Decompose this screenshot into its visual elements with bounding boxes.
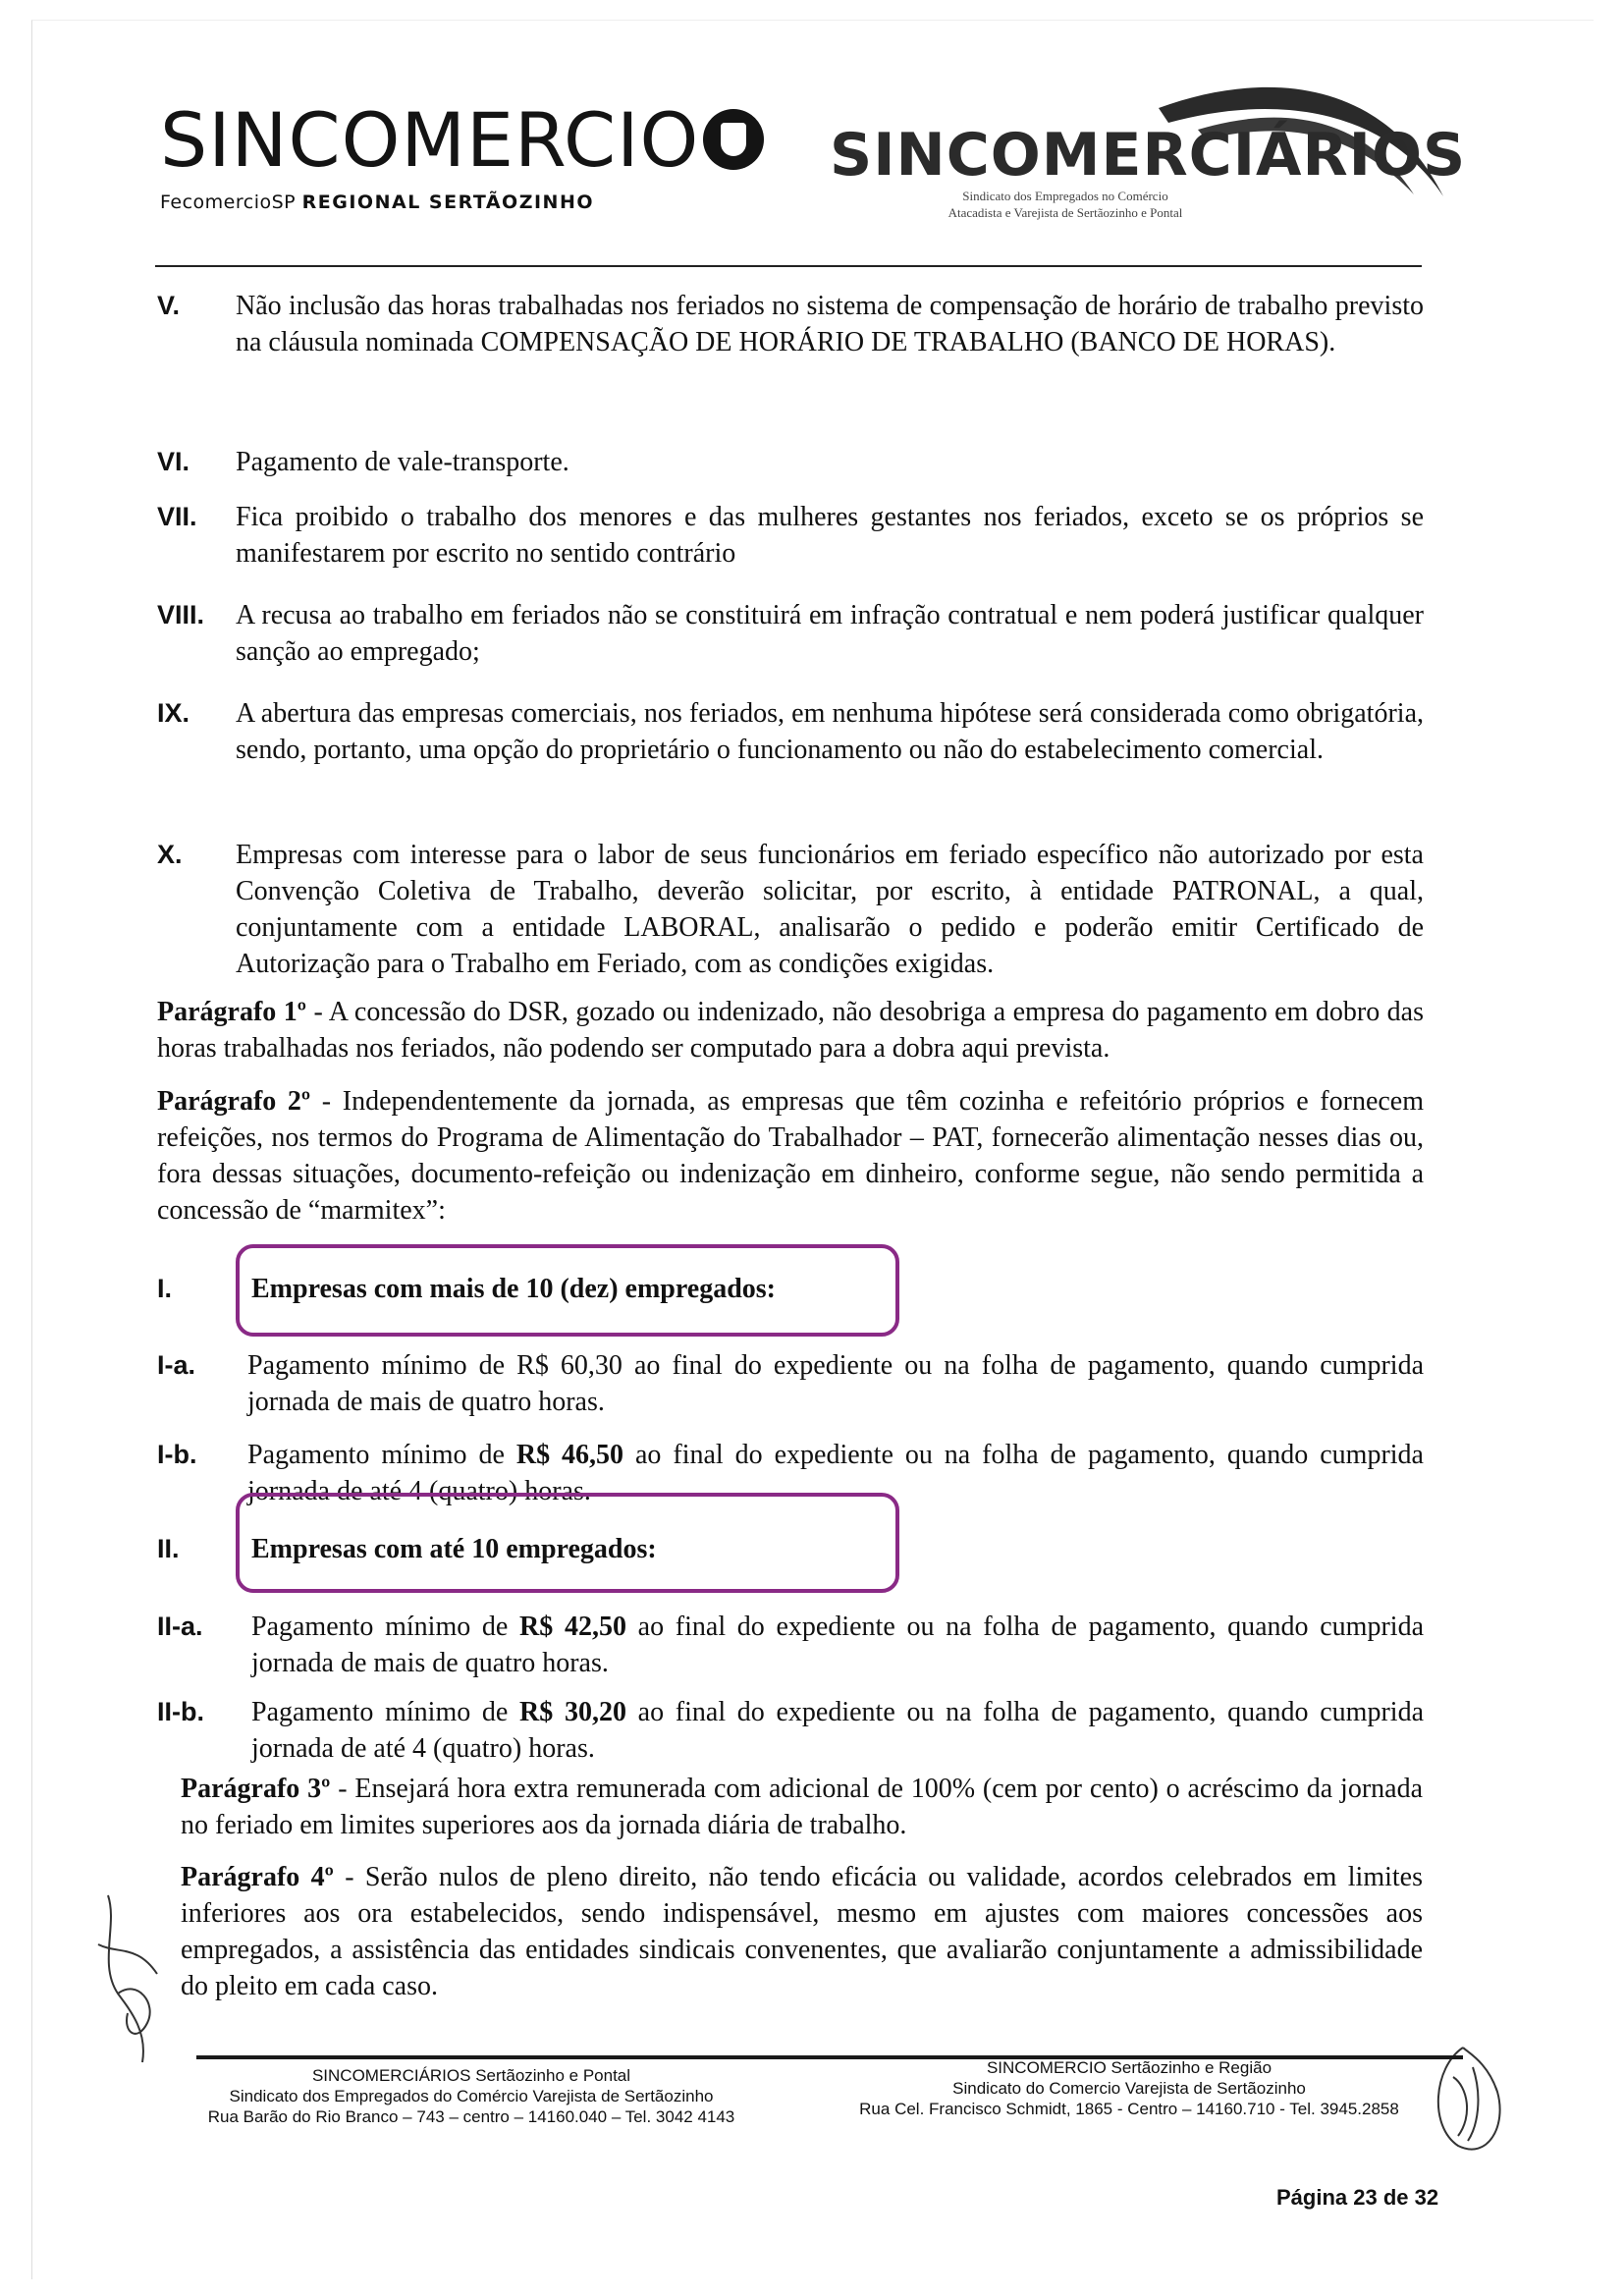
footer-left-line-3: Rua Barão do Rio Branco – 743 – centro – 14160.040 – Tel. 3042 4143 — [207, 2107, 735, 2126]
sincomerciarios-tagline-1: Sindicato dos Empregados no Comércio — [962, 189, 1168, 203]
item-number: I-b. — [157, 1440, 197, 1469]
paragrafo-label: Parágrafo 2º — [157, 1086, 311, 1117]
item-number: II-a. — [157, 1612, 203, 1641]
item-vi — [157, 444, 1424, 480]
group-2-heading — [157, 1531, 1424, 1567]
item-number: VI. — [157, 447, 190, 476]
shield-icon — [703, 109, 764, 170]
item-number: V. — [157, 291, 181, 320]
paragrafo-4 — [181, 1859, 1423, 2004]
item-text: Não inclusão das horas trabalhadas nos feriados no sistema de compensação de horário de trabalho previsto na cláusula nominada COMPENSAÇÃO DE HORÁRIO DE TRABALHO (BANCO DE HORAS). — [236, 291, 1424, 357]
footer-right-line-1: SINCOMERCIO Sertãozinho e Região — [986, 2058, 1272, 2077]
footer-right — [825, 2057, 1434, 2119]
page-number: Página 23 de 32 — [1276, 2185, 1439, 2210]
footer-left — [187, 2065, 756, 2127]
paragrafo-label: Parágrafo 3º — [181, 1774, 331, 1804]
regional-label: REGIONAL SERTÃOZINHO — [301, 191, 594, 213]
item-v — [157, 288, 1424, 360]
signature-left — [88, 1886, 196, 2072]
item-text: A abertura das empresas comerciais, nos feriados, em nenhuma hipótese será considerada como obrigatória, sendo, portanto, uma opção do proprietário o funcionamento ou não do estabelecimento comercial. — [236, 698, 1424, 765]
item-number: IX. — [157, 698, 190, 728]
item-text: ao final do expediente ou na folha de pagamento, quando cumprida jornada de até 4 (quatro) horas. — [251, 1697, 1424, 1764]
item-text: ao final do expediente ou na folha de pagamento, quando cumprida jornada de até 4 (quatro) horas. — [247, 1440, 1424, 1506]
item-number: VII. — [157, 502, 197, 531]
amount-value: R$ 30,20 — [519, 1697, 626, 1727]
paragrafo-label: Parágrafo 1º — [157, 997, 307, 1027]
item-number: VIII. — [157, 600, 205, 629]
item-text: Pagamento mínimo de — [251, 1612, 520, 1642]
item-x — [157, 837, 1424, 982]
group-title: Empresas com até 10 empregados: — [251, 1534, 657, 1564]
sincomerciarios-logo — [830, 121, 1467, 222]
item-text: Pagamento mínimo de — [247, 1440, 516, 1470]
item-text: ao final do expediente ou na folha de pagamento, quando cumprida jornada de mais de quatro horas. — [251, 1612, 1424, 1678]
fecomercio-label: FecomercioSP — [160, 191, 302, 213]
item-text: Empresas com interesse para o labor de seus funcionários em feriado específico não autorizado por esta Convenção Coletiva de Trabalho, deverão solicitar, por escrito, à entidade PATRONAL, a qual, conjuntamente com a entidade LABORAL, analisarão o pedido e poderão emitir Certificado de Autorização para o Trabalho em Feriado, com as condições exigidas. — [236, 840, 1424, 979]
sincomercio-logo — [160, 96, 764, 213]
item-text: Pagamento de vale-transporte. — [236, 447, 569, 477]
amount-value: R$ 42,50 — [519, 1612, 626, 1642]
item-ii-a — [157, 1609, 1424, 1681]
item-ii-b — [157, 1694, 1424, 1767]
footer-right-line-2: Sindicato do Comercio Varejista de Sertãozinho — [952, 2079, 1306, 2098]
sincomercio-brand: SINCOMERCIO — [160, 96, 700, 184]
header-divider — [155, 265, 1422, 267]
item-number: I-a. — [157, 1350, 196, 1380]
item-text: Pagamento mínimo de R$ 60,30 ao final do expediente ou na folha de pagamento, quando cumprida jornada de mais de quatro horas. — [247, 1350, 1424, 1417]
footer-left-line-1: SINCOMERCIÁRIOS Sertãozinho e Pontal — [311, 2066, 631, 2085]
item-text: A recusa ao trabalho em feriados não se constituirá em infração contratual e nem poderá justificar qualquer sanção ao empregado; — [236, 600, 1424, 667]
paragrafo-label: Parágrafo 4º — [181, 1862, 334, 1892]
item-vii — [157, 499, 1424, 572]
item-i-a — [157, 1347, 1424, 1420]
group-1-heading — [157, 1271, 1424, 1307]
item-number: II. — [157, 1534, 180, 1563]
paragrafo-3 — [181, 1771, 1423, 1843]
group-title: Empresas com mais de 10 (dez) empregados: — [251, 1274, 777, 1304]
footer-right-line-3: Rua Cel. Francisco Schmidt, 1865 - Centro – 14160.710 - Tel. 3945.2858 — [859, 2100, 1399, 2118]
sincomerciarios-tagline-2: Atacadista e Varejista de Sertãozinho e Pontal — [947, 204, 1183, 220]
paragrafo-2 — [157, 1083, 1424, 1229]
sincomerciarios-brand: SINCOMERCIÁRIOS — [830, 121, 1467, 190]
paragrafo-text: - Ensejará hora extra remunerada com adicional de 100% (cem por cento) o acréscimo da jornada no feriado em limites superiores aos da jornada diária de trabalho. — [181, 1774, 1424, 1840]
item-number: I. — [157, 1274, 173, 1303]
amount-value: R$ 46,50 — [515, 1440, 624, 1470]
item-text: Fica proibido o trabalho dos menores e das mulheres gestantes nos feriados, exceto se os próprios se manifestarem por escrito no sentido contrário — [236, 502, 1424, 569]
item-number: II-b. — [157, 1697, 204, 1726]
paragrafo-text: - Independentemente da jornada, as empresas que têm cozinha e refeitório próprios e fornecem refeições, nos termos do Programa de Alimentação do Trabalhador – PAT, fornecerão alimentação nesses dias ou, fora dessas situações, documento-refeição ou indenização em dinheiro, conforme segue, não sendo permitida a concessão de “marmitex”: — [157, 1086, 1425, 1226]
paragrafo-1 — [157, 994, 1424, 1066]
item-ix — [157, 695, 1424, 768]
paragrafo-text: - Serão nulos de pleno direito, não tendo eficácia ou validade, acordos celebrados em limites inferiores aos ora estabelecidos, sendo indispensável, mesmo em ajustes com maiores concessões aos empregados, a assistência das entidades sindicais convenentes, que avaliarão conjuntamente a admissibilidade do pleito em cada caso. — [181, 1862, 1423, 2001]
item-viii — [157, 597, 1424, 670]
item-text: Pagamento mínimo de — [251, 1697, 520, 1727]
item-number: X. — [157, 840, 183, 869]
footer-left-line-2: Sindicato dos Empregados do Comércio Varejista de Sertãozinho — [229, 2087, 714, 2105]
paragrafo-text: - A concessão do DSR, gozado ou indenizado, não desobriga a empresa do pagamento em dobro das horas trabalhadas nos feriados, não podendo ser computado para a dobra aqui prevista. — [157, 997, 1424, 1064]
